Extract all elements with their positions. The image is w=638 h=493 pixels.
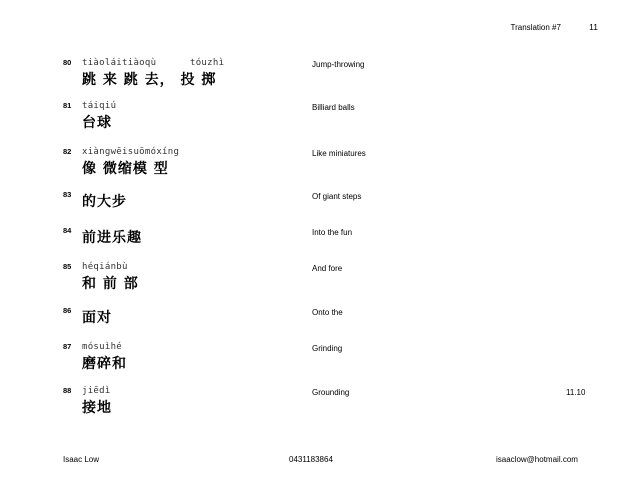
line-number: 87 <box>63 342 72 351</box>
line-number: 80 <box>63 58 72 67</box>
document-title: Translation #7 <box>510 23 561 32</box>
line-row <box>0 386 638 430</box>
line-number: 81 <box>63 101 72 110</box>
english-translation: Onto the <box>312 308 343 317</box>
footer-phone: 0431183864 <box>289 455 333 464</box>
footer-email: isaaclow@hotmail.com <box>496 455 578 464</box>
footer-name: Isaac Low <box>63 455 100 464</box>
pinyin-text: táiqiú <box>82 101 117 111</box>
pinyin-text: mósuìhé <box>82 342 123 352</box>
line-row <box>0 342 638 386</box>
chinese-text: 台球 <box>82 115 112 131</box>
english-translation: Grinding <box>312 344 343 353</box>
page-number: 11 <box>589 22 598 32</box>
line-number: 86 <box>63 306 72 315</box>
chinese-text: 接地 <box>82 400 112 416</box>
line-row <box>0 101 638 145</box>
line-number: 84 <box>63 226 72 235</box>
line-row <box>0 262 638 306</box>
chinese-text: 的大步 <box>82 194 127 210</box>
english-translation: And fore <box>312 264 343 273</box>
english-translation: Of giant steps <box>312 192 362 201</box>
chinese-text: 前进乐趣 <box>82 230 142 246</box>
chinese-text: 磨碎和 <box>82 356 127 372</box>
chinese-text: 跳 来 跳 去， 投 掷 <box>82 72 217 88</box>
pinyin-text: xiàngwēisuōmóxíng <box>82 147 180 157</box>
pinyin-text: tiàoláitiàoqù <box>82 58 157 68</box>
pinyin-line <box>82 58 225 68</box>
line-number: 82 <box>63 147 72 156</box>
pinyin-text: jiēdì <box>82 386 111 396</box>
line-row <box>0 147 638 191</box>
english-translation: Grounding <box>312 388 350 397</box>
chinese-text: 像 微缩模 型 <box>82 161 169 177</box>
line-number: 83 <box>63 190 72 199</box>
timestamp-note: 11.10 <box>566 388 586 397</box>
english-translation: Jump-throwing <box>312 60 365 69</box>
page-header <box>511 22 598 32</box>
pinyin-text-secondary: tóuzhì <box>190 58 225 68</box>
english-translation: Like miniatures <box>312 149 366 158</box>
line-row <box>0 58 638 102</box>
english-translation: Billiard balls <box>312 103 355 112</box>
english-translation: Into the fun <box>312 228 353 237</box>
chinese-text: 和 前 部 <box>82 276 139 292</box>
line-number: 85 <box>63 262 72 271</box>
pinyin-text: héqiánbù <box>82 262 128 272</box>
line-number: 88 <box>63 386 72 395</box>
chinese-text: 面对 <box>82 310 112 326</box>
